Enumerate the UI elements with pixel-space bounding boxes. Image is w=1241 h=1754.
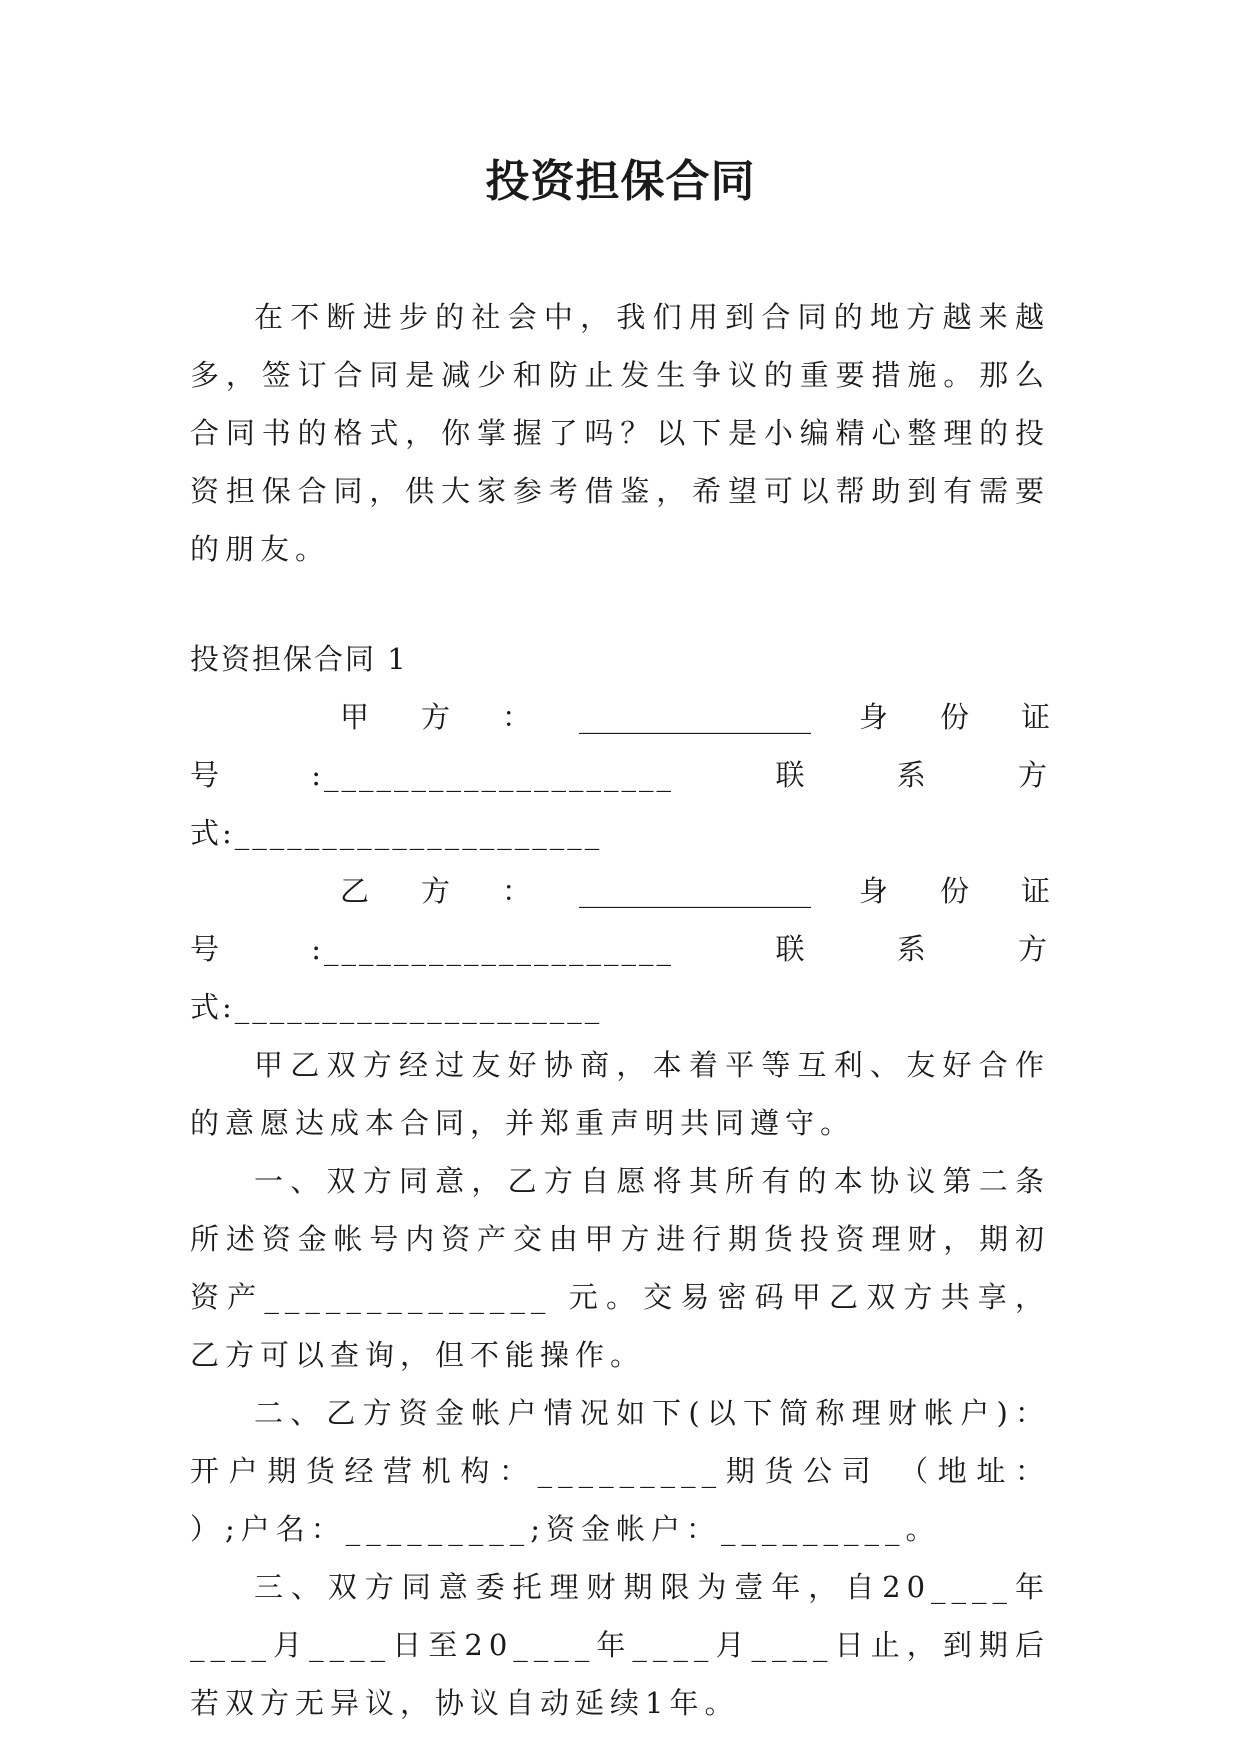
id-label-char: 身 xyxy=(858,874,888,908)
party-b-row xyxy=(190,862,1050,920)
clause-2: 二、乙方资金帐户情况如下(以下简称理财帐户)：开户期货经营机构：_________期货公司 （地址： ）;户名：_________;资金帐户：_________。 xyxy=(190,1396,1050,1546)
party-a-label-char: 甲 xyxy=(340,700,370,734)
party-a-colon: ： xyxy=(502,700,532,734)
party-a-label-char: 方 xyxy=(421,700,451,734)
party-b-label-char: 方 xyxy=(421,874,451,908)
id-label-char: 证 xyxy=(1020,700,1050,734)
party-b-colon: ： xyxy=(502,874,532,908)
party-a-label xyxy=(190,688,531,746)
party-a-id-contact-line: 号:____________________ 联系方式:_____________________ xyxy=(190,758,1050,850)
id-label-char: 身 xyxy=(858,700,888,734)
id-label-char: 证 xyxy=(1020,874,1050,908)
party-b-label xyxy=(190,862,531,920)
clause-3: 三、双方同意委托理财期限为壹年，自20____年____月____日至20____年____月____日止，到期后若双方无异议，协议自动延续1年。 xyxy=(190,1570,1050,1720)
clause-1: 一、双方同意，乙方自愿将其所有的本协议第二条所述资金帐号内资产交由甲方进行期货投资理财，期初资产______________ 元。交易密码甲乙双方共享，乙方可以查询，但不能操作。 xyxy=(190,1164,1050,1372)
id-label-char: 份 xyxy=(939,874,969,908)
party-b-id-label xyxy=(859,862,1050,920)
document-body xyxy=(190,288,1050,1732)
paragraph-gap xyxy=(190,578,1050,630)
party-b-label-char: 乙 xyxy=(340,874,370,908)
id-label-char: 份 xyxy=(939,700,969,734)
section-heading: 投资担保合同 1 xyxy=(190,642,408,676)
party-a-id-label xyxy=(859,688,1050,746)
intro-paragraph: 在不断进步的社会中，我们用到合同的地方越来越多，签订合同是减少和防止发生争议的重要措施。那么合同书的格式，你掌握了吗？以下是小编精心整理的投资担保合同，供大家参考借鉴，希望可以帮助到有需要的朋友。 xyxy=(190,300,1050,566)
party-b-name-blank: ________________ xyxy=(579,874,811,908)
clause-preamble: 甲乙双方经过友好协商，本着平等互利、友好合作的意愿达成本合同，并郑重声明共同遵守。 xyxy=(190,1048,1050,1140)
document-title: 投资担保合同 xyxy=(485,156,756,207)
party-a-name-blank: ________________ xyxy=(579,700,811,734)
party-a-row xyxy=(190,688,1050,746)
party-b-id-contact-line: 号:____________________ 联系方式:_____________________ xyxy=(190,932,1050,1024)
